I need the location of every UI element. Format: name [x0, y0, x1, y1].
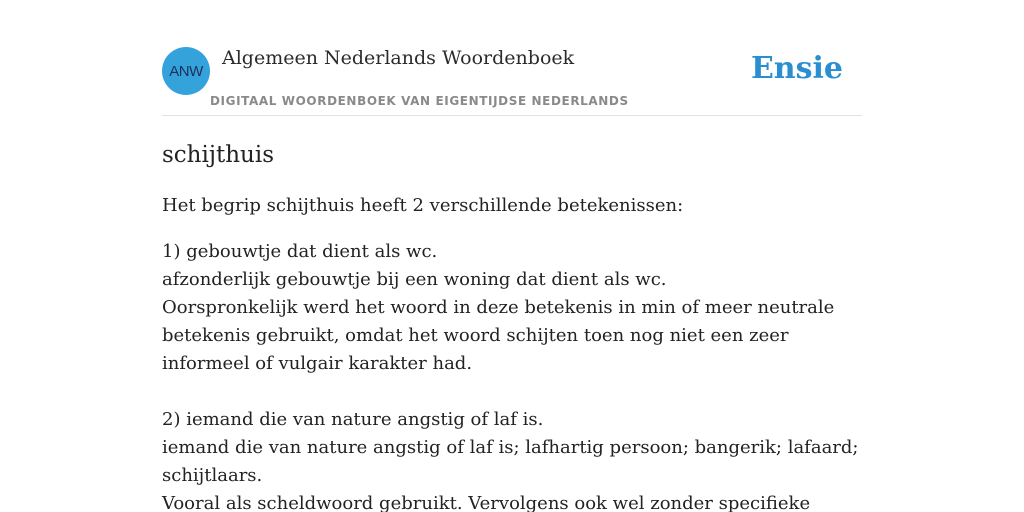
sense-item [162, 238, 862, 378]
anw-logo[interactable] [162, 47, 210, 95]
ensie-brand-link[interactable]: Ensie [750, 51, 843, 86]
page [162, 0, 862, 512]
sense-note: Vooral als scheldwoord gebruikt. Vervolgens ook wel zonder specifieke [162, 493, 811, 512]
logo-text: ANW [169, 62, 203, 80]
sense-item [162, 406, 862, 512]
sense-definition: afzonderlijk gebouwtje bij een woning dat dient als wc. [162, 269, 667, 290]
site-header [162, 47, 862, 116]
sense-heading: 2) iemand die van nature angstig of laf is. [162, 409, 544, 430]
senses-list [162, 238, 862, 512]
site-title[interactable]: Algemeen Nederlands Woordenboek [222, 47, 575, 69]
site-subtitle: DIGITAAL WOORDENBOEK VAN EIGENTIJDSE NEDERLANDS [210, 94, 629, 108]
page-title: schijthuis [162, 142, 275, 168]
sense-note: Oorspronkelijk werd het woord in deze betekenis in min of meer neutrale betekenis gebruikt, omdat het woord schijten toen nog niet een zeer informeel of vulgair karakter had. [162, 297, 835, 374]
sense-definition: iemand die van nature angstig of laf is; lafhartig persoon; bangerik; lafaard; schijtlaars. [162, 437, 859, 486]
sense-heading: 1) gebouwtje dat dient als wc. [162, 241, 438, 262]
entry-intro: Het begrip schijthuis heeft 2 verschillende betekenissen: [162, 195, 684, 216]
